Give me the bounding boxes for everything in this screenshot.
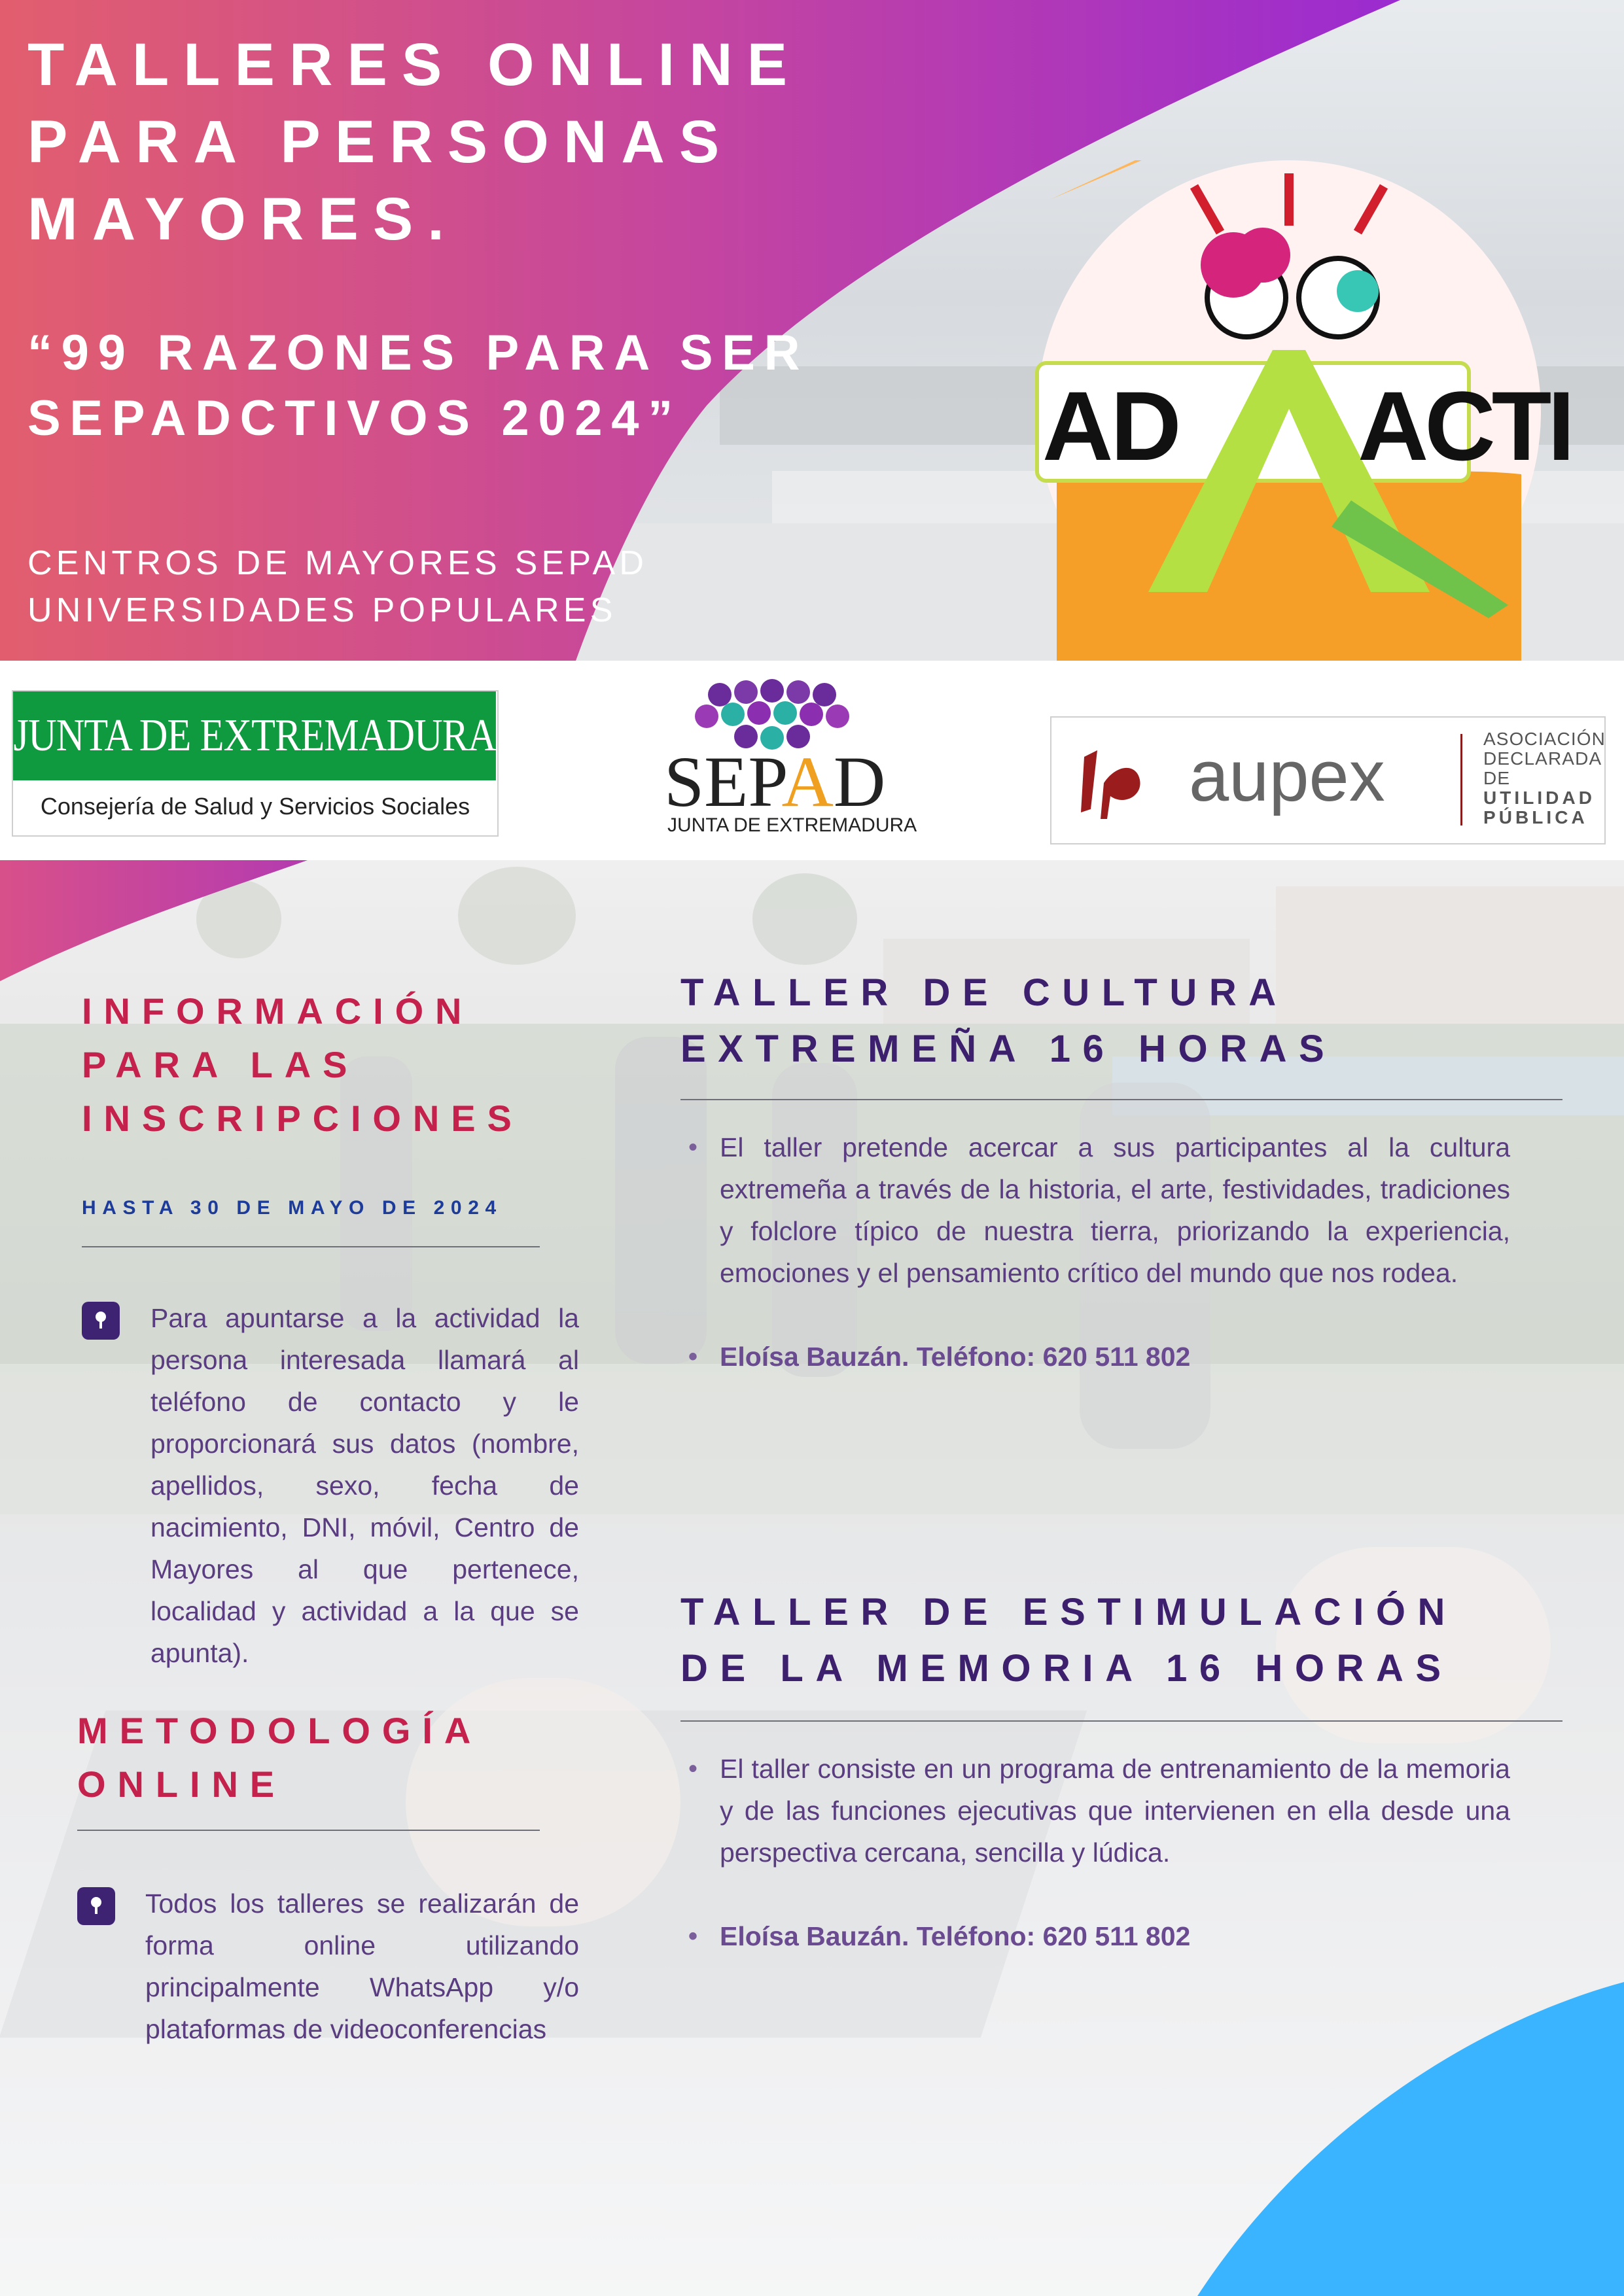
main-title: TALLERES ONLINE PARA PERSONAS MAYORES. bbox=[27, 31, 802, 252]
adactivos-right-text: ACTI bbox=[1358, 371, 1571, 481]
workshop-2-description: • El taller consiste en un programa de entrenamiento de la memoria y de las funciones ejecutivas que intervienen en ella desde una perspectiva cercana, sencilla y lúdica. bbox=[680, 1748, 1510, 1873]
sepad-logo bbox=[654, 680, 917, 844]
method-divider bbox=[77, 1830, 540, 1831]
aupex-name: aupex bbox=[1189, 736, 1385, 816]
workshop-1-title: TALLER DE CULTURA EXTREMEÑA 16 HORAS bbox=[680, 971, 1337, 1070]
workshop-1-contact: • Eloísa Bauzán. Teléfono: 620 511 802 bbox=[680, 1336, 1510, 1378]
workshop-2-list bbox=[680, 1748, 1510, 1957]
info-heading: INFORMACIÓN PARA LAS INSCRIPCIONES bbox=[82, 990, 523, 1139]
workshop-2-title: TALLER DE ESTIMULACIÓN DE LA MEMORIA 16 HORAS bbox=[680, 1591, 1457, 1690]
workshop-1-list bbox=[680, 1126, 1510, 1378]
deadline-text: HASTA 30 DE MAYO DE 2024 bbox=[82, 1197, 503, 1219]
method-pin-icon bbox=[77, 1887, 115, 1925]
aupex-desc: ASOCIACIÓN DECLARADA DE UTILIDAD PÚBLICA bbox=[1483, 729, 1606, 827]
subtitle: “99 RAZONES PARA SER SEPADCTIVOS 2024” bbox=[27, 325, 809, 446]
workshop-2-contact: • Eloísa Bauzán. Teléfono: 620 511 802 bbox=[680, 1915, 1510, 1957]
workshop-2-divider bbox=[680, 1720, 1562, 1722]
sepad-logo-sub: JUNTA DE EXTREMADURA bbox=[667, 814, 917, 836]
sepad-logo-name: SEPAD bbox=[664, 742, 886, 822]
junta-logo-name: JUNTA DE EXTREMADURA bbox=[13, 691, 496, 780]
method-heading: METODOLOGÍA ONLINE bbox=[77, 1710, 483, 1805]
adactivos-left-text: AD bbox=[1042, 371, 1179, 481]
info-divider bbox=[82, 1246, 540, 1247]
info-pin-icon bbox=[82, 1302, 120, 1340]
workshop-1-divider bbox=[680, 1099, 1562, 1100]
adactivos-round-logo bbox=[1037, 160, 1571, 664]
aupex-symbol-icon bbox=[1071, 744, 1169, 822]
info-body: Para apuntarse a la actividad la persona interesada llamará al teléfono de contacto y le proporcionará sus datos (nombre, apellidos, sexo, fecha de nacimiento, DNI, móvil, Centro de Mayores al que pertenece, localidad y actividad a la que se apunta). bbox=[150, 1303, 579, 1668]
junta-logo-sub: Consejería de Salud y Servicios Sociales bbox=[40, 793, 470, 820]
workshop-1-description: • El taller pretende acercar a sus participantes al la cultura extremeña a través de la historia, el arte, festividades, tradiciones y folclore típico de nuestra tierra, priorizando la experiencia, emociones y el pensamiento crítico del mundo que nos rodea. bbox=[680, 1126, 1510, 1294]
method-body: Todos los talleres se realizarán de forma online utilizando principalmente WhatsApp y/o plataformas de videoconferencias bbox=[145, 1888, 579, 2044]
aupex-divider bbox=[1460, 734, 1462, 826]
aupex-logo bbox=[1050, 716, 1606, 844]
lower-gradient-wave bbox=[0, 860, 340, 984]
junta-extremadura-logo bbox=[12, 690, 499, 837]
centers-text: CENTROS DE MAYORES SEPAD UNIVERSIDADES POPULARES bbox=[27, 544, 648, 629]
